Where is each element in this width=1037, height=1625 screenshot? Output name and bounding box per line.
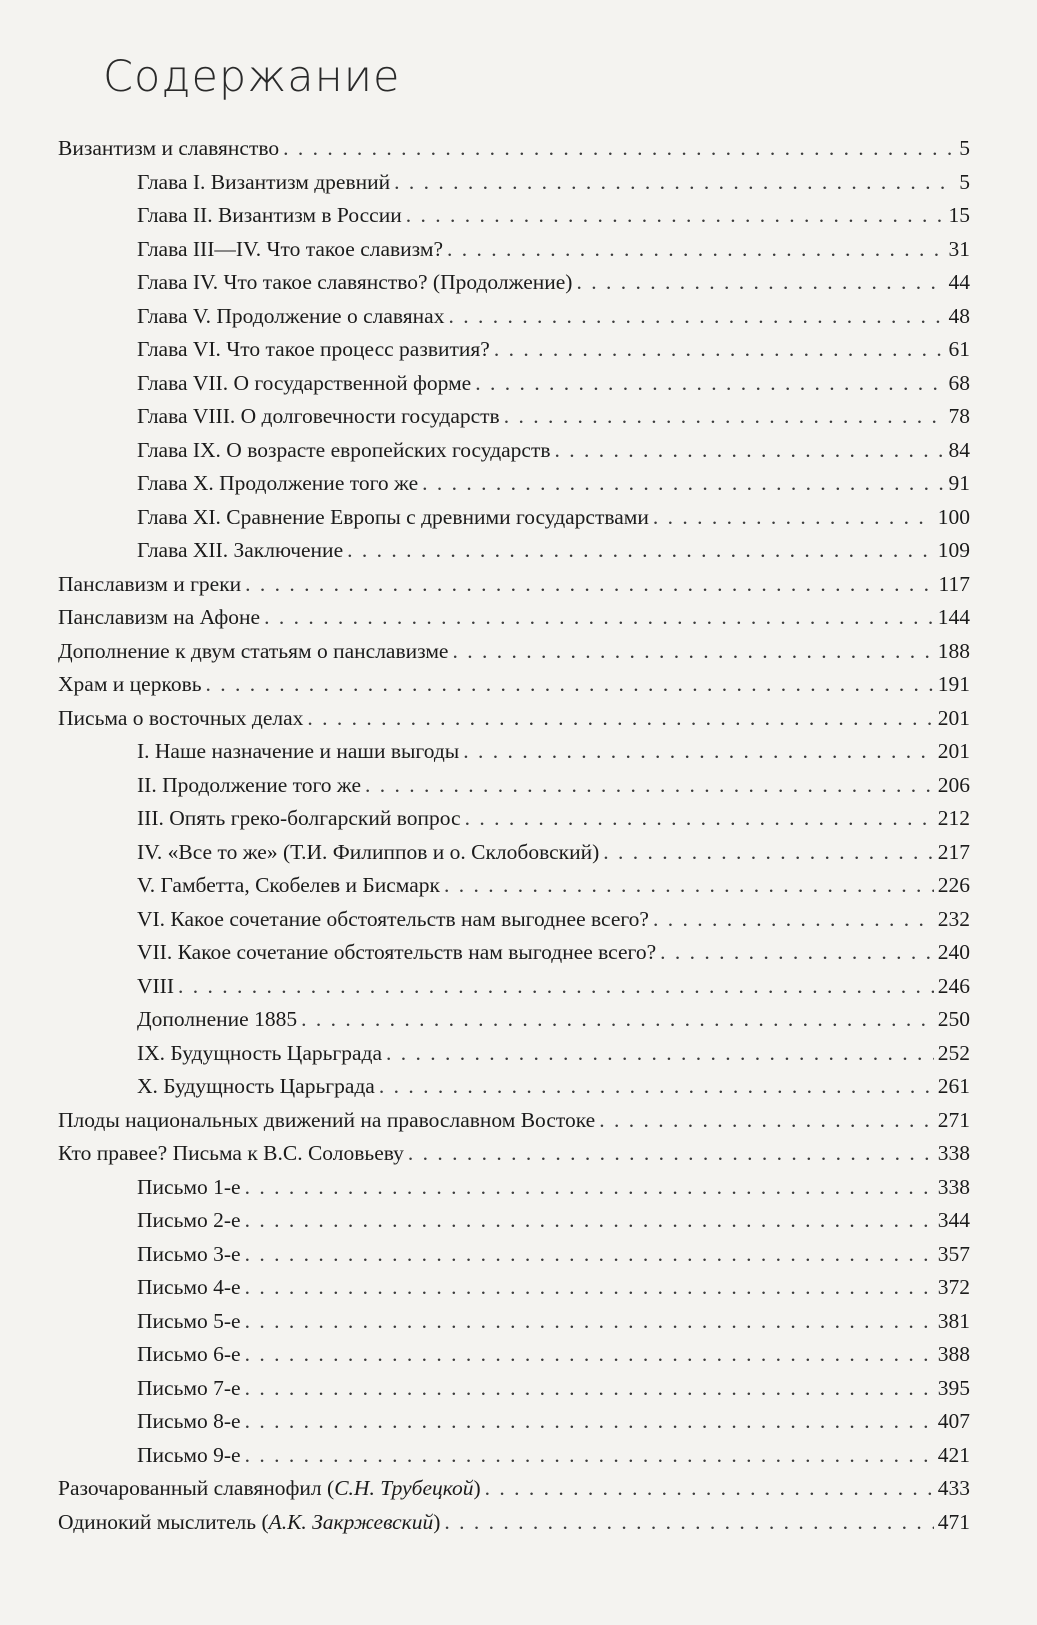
toc-entry-title: Глава III—IV. Что такое славизм?: [137, 236, 444, 261]
toc-entry: [58, 1204, 970, 1238]
toc-entry-title: Панславизм и греки: [58, 571, 242, 596]
toc-entry-title: Дополнение к двум статьям о панславизме: [58, 638, 449, 663]
toc-entry-title: Глава I. Византизм древний: [137, 169, 391, 194]
toc-entry: [58, 1003, 970, 1037]
page-number: 232: [937, 906, 970, 931]
toc-entry-label: [137, 970, 174, 1004]
toc-entry-title: Глава XI. Сравнение Европы с древними государствами: [137, 504, 649, 529]
dot-leader: [494, 333, 945, 367]
page-number: 61: [948, 337, 970, 361]
toc-entry: [58, 1171, 970, 1205]
toc-entry: [58, 434, 970, 468]
toc-entry-label: [137, 769, 361, 803]
toc-entry: [58, 635, 970, 669]
toc-entry-title: Храм и церковь: [58, 672, 202, 696]
toc-entry: [58, 735, 970, 769]
toc-entry: [58, 166, 970, 200]
toc-entry: [58, 1472, 970, 1506]
dot-leader: [504, 400, 945, 434]
dot-leader: [245, 1439, 934, 1473]
toc-entry-title: Письма о восточных делах: [58, 705, 304, 730]
toc-entry-title: Глава IX. О возрасте европейских государств: [137, 437, 551, 462]
page-number: 201: [937, 705, 970, 730]
page-number: 91: [948, 471, 970, 495]
dot-leader: [245, 1271, 934, 1305]
page-number: 31: [948, 236, 970, 261]
toc-entry-title: Византизм и славянство: [58, 136, 280, 160]
page-number: 407: [937, 1409, 970, 1433]
dot-leader: [307, 702, 933, 736]
dot-leader: [444, 869, 934, 903]
toc-entry: [58, 1070, 970, 1104]
toc-entry: [58, 668, 970, 702]
page-number: 68: [948, 370, 970, 395]
toc-entry: [58, 1104, 970, 1138]
toc-entry-title: Письмо 7-е: [137, 1375, 241, 1400]
toc-entry-title: Кто правее? Письма к В.С. Соловьеву: [58, 1141, 404, 1165]
toc-entry-title: IX. Будущность Царьграда: [137, 1040, 383, 1065]
toc-entry-title: Глава IV. Что такое славянство? (Продолжение): [137, 270, 573, 294]
dot-leader: [245, 1305, 934, 1339]
toc-entry-label: [137, 1238, 241, 1272]
toc-entry: [58, 836, 970, 870]
dot-leader: [245, 1171, 934, 1205]
toc-entry-label: [137, 434, 551, 468]
dot-leader: [408, 1137, 934, 1171]
toc-entry-label: [137, 1372, 241, 1406]
toc-entry: [58, 903, 970, 937]
toc-entry-title: Письмо 2-е: [137, 1208, 241, 1232]
dot-leader: [576, 266, 944, 300]
page-number: 191: [937, 672, 970, 696]
page-number: 252: [937, 1040, 970, 1065]
toc-entry-title: X. Будущность Царьграда: [137, 1074, 375, 1098]
toc-entry-label: [137, 166, 390, 200]
toc-entry-title: VIII: [137, 973, 175, 998]
toc-entry-label: [58, 568, 241, 602]
toc-entry: [58, 1137, 970, 1171]
page-number: 206: [937, 772, 970, 797]
toc-entry-title: Глава XII. Заключение: [137, 538, 344, 562]
page-number: 188: [937, 638, 970, 663]
dot-leader: [245, 1238, 934, 1272]
dot-leader: [394, 166, 955, 200]
toc-entry-label: [137, 936, 656, 970]
page-number: 471: [937, 1509, 970, 1534]
dot-leader: [452, 635, 933, 669]
dot-leader: [555, 434, 945, 468]
toc-entry-title: Дополнение 1885: [137, 1007, 298, 1031]
toc-entry-label: [137, 1037, 382, 1071]
toc-entry-title: Панславизм на Афоне: [58, 605, 261, 629]
dot-leader: [447, 233, 944, 267]
toc-entry: [58, 1271, 970, 1305]
dot-leader: [301, 1003, 934, 1037]
toc-entry-title: Разочарованный славянофил (: [58, 1476, 335, 1500]
toc-entry: [58, 300, 970, 334]
toc-entry-label: [137, 1405, 241, 1439]
toc-entry: [58, 1238, 970, 1272]
toc-entry-title: V. Гамбетта, Скобелев и Бисмарк: [137, 873, 441, 897]
toc-entry-label: [58, 132, 279, 166]
page-number: 381: [937, 1308, 970, 1333]
toc-entry: [58, 1405, 970, 1439]
dot-leader: [264, 601, 934, 635]
dot-leader: [245, 1338, 934, 1372]
toc-entry-title-end: ): [433, 1509, 441, 1534]
toc-entry: [58, 333, 970, 367]
toc-entry-label: [58, 702, 303, 736]
toc-entry: [58, 802, 970, 836]
toc-entry: [58, 400, 970, 434]
toc-entry-title: Письмо 4-е: [137, 1275, 241, 1299]
page-number: 226: [937, 873, 970, 897]
page-number: 344: [937, 1208, 970, 1232]
page-number: 109: [937, 538, 970, 562]
toc-entry-label: [58, 668, 202, 702]
toc-entry: [58, 769, 970, 803]
toc-entry-title: Плоды национальных движений на православном Востоке: [58, 1107, 596, 1132]
toc-entry-label: [137, 1070, 375, 1104]
dot-leader: [178, 970, 934, 1004]
dot-leader: [206, 668, 934, 702]
toc-entry-label: [137, 233, 443, 267]
page-number: 240: [937, 940, 970, 964]
page-number: 271: [937, 1107, 970, 1132]
toc-entry: [58, 1506, 970, 1540]
page-number: 15: [948, 203, 970, 227]
toc-entry-label: [137, 869, 440, 903]
page-number: 246: [937, 973, 970, 998]
toc-entry-title: Глава VI. Что такое процесс развития?: [137, 337, 490, 361]
toc-entry-title: Одинокий мыслитель (: [58, 1509, 269, 1534]
toc-entry: [58, 1439, 970, 1473]
toc-entry-label: [137, 1338, 241, 1372]
toc-entry: [58, 1338, 970, 1372]
dot-leader: [386, 1037, 934, 1071]
toc-entry: [58, 970, 970, 1004]
toc-entry-title: VII. Какое сочетание обстоятельств нам выгоднее всего?: [137, 940, 657, 964]
toc-entry-label: [137, 1204, 241, 1238]
toc-entry-title: IV. «Все то же» (Т.И. Филиппов и о. Склобовский): [137, 839, 600, 864]
toc-entry-title: Письмо 8-е: [137, 1409, 241, 1433]
page-number: 250: [937, 1007, 970, 1031]
page-number: 338: [937, 1141, 970, 1165]
toc-entry-label: [137, 1171, 241, 1205]
toc-entry-title: Письмо 3-е: [137, 1241, 241, 1266]
toc-entry-label: [137, 802, 461, 836]
page-number: 78: [948, 404, 970, 428]
dot-leader: [422, 467, 944, 501]
toc-entry-label: [58, 1506, 440, 1540]
dot-leader: [653, 903, 934, 937]
toc-entry-title: Глава VII. О государственной форме: [137, 370, 472, 395]
dot-leader: [245, 1372, 934, 1406]
toc-entry: [58, 467, 970, 501]
toc-entry-title: Письмо 1-е: [137, 1174, 241, 1199]
toc-entry-label: [137, 1271, 241, 1305]
toc-entry-label: [137, 1439, 241, 1473]
toc-entry-title: Глава X. Продолжение того же: [137, 471, 419, 495]
toc-entry-title: Письмо 5-е: [137, 1308, 241, 1333]
dot-leader: [406, 199, 945, 233]
toc-entry: [58, 936, 970, 970]
page-number: 5: [959, 169, 970, 194]
toc-entry: [58, 501, 970, 535]
toc-entry: [58, 132, 970, 166]
toc-entry: [58, 601, 970, 635]
toc-entry-label: [137, 836, 599, 870]
toc-entry-title: Письмо 9-е: [137, 1442, 241, 1467]
toc-entry-author: А.К. Закржевский: [268, 1509, 434, 1534]
toc-entry: [58, 266, 970, 300]
toc-entry-label: [137, 367, 471, 401]
toc-entry-label: [137, 400, 500, 434]
dot-leader: [463, 735, 934, 769]
dot-leader: [245, 1405, 934, 1439]
toc-entry-label: [58, 1472, 481, 1506]
page-number: 100: [937, 504, 970, 529]
page-number: 44: [948, 270, 970, 294]
toc-entry: [58, 702, 970, 736]
page-number: 388: [937, 1342, 970, 1366]
page-number: 144: [937, 605, 970, 629]
page-number: 117: [938, 571, 970, 596]
toc-entry-title-end: ): [473, 1476, 481, 1500]
toc-entry-label: [137, 333, 490, 367]
page-number: 433: [937, 1476, 970, 1500]
toc-entry: [58, 568, 970, 602]
toc-entry-label: [137, 300, 444, 334]
dot-leader: [475, 367, 944, 401]
dot-leader: [444, 1506, 933, 1540]
page-title: Содержание: [103, 52, 401, 102]
toc-entry: [58, 869, 970, 903]
dot-leader: [465, 802, 934, 836]
toc-entry-label: [58, 601, 260, 635]
toc-entry-label: [58, 635, 448, 669]
page-number: 372: [937, 1275, 970, 1299]
toc-entry-label: [58, 1137, 404, 1171]
toc-entry: [58, 199, 970, 233]
toc-entry: [58, 1372, 970, 1406]
page-number: 84: [948, 437, 970, 462]
toc-entry-label: [137, 199, 402, 233]
toc-entry-title: I. Наше назначение и наши выгоды: [137, 739, 460, 763]
dot-leader: [448, 300, 944, 334]
page-number: 212: [937, 806, 970, 830]
page-number: 5: [959, 136, 970, 160]
toc-entry-label: [137, 467, 418, 501]
toc-entry-label: [137, 266, 572, 300]
page-number: 338: [937, 1174, 970, 1199]
toc-entry-title: Глава V. Продолжение о славянах: [137, 303, 445, 328]
page-number: 217: [937, 839, 970, 864]
page-number: 261: [937, 1074, 970, 1098]
dot-leader: [660, 936, 934, 970]
toc-entry-label: [137, 735, 459, 769]
toc-entry-label: [137, 903, 649, 937]
toc-entry-label: [137, 501, 649, 535]
table-of-contents: [58, 132, 970, 1539]
toc-entry-title: VI. Какое сочетание обстоятельств нам выгоднее всего?: [137, 906, 649, 931]
dot-leader: [485, 1472, 934, 1506]
toc-entry-title: Письмо 6-е: [137, 1342, 241, 1366]
page-number: 48: [948, 303, 970, 328]
page-number: 357: [937, 1241, 970, 1266]
toc-entry-title: III. Опять греко-болгарский вопрос: [137, 806, 461, 830]
dot-leader: [283, 132, 955, 166]
toc-entry-title: Глава II. Византизм в России: [137, 203, 402, 227]
toc-entry: [58, 1037, 970, 1071]
dot-leader: [365, 769, 934, 803]
toc-entry-label: [137, 534, 343, 568]
toc-entry: [58, 534, 970, 568]
dot-leader: [599, 1104, 934, 1138]
toc-entry: [58, 233, 970, 267]
toc-entry-label: [137, 1003, 297, 1037]
toc-entry-title: Глава VIII. О долговечности государств: [137, 404, 500, 428]
dot-leader: [347, 534, 934, 568]
dot-leader: [245, 1204, 934, 1238]
toc-entry-label: [137, 1305, 241, 1339]
toc-entry: [58, 1305, 970, 1339]
toc-entry-author: С.Н. Трубецкой: [334, 1476, 474, 1500]
toc-entry: [58, 367, 970, 401]
dot-leader: [603, 836, 933, 870]
page-number: 201: [937, 739, 970, 763]
page-number: 395: [937, 1375, 970, 1400]
toc-entry-title: II. Продолжение того же: [137, 772, 362, 797]
dot-leader: [379, 1070, 934, 1104]
page-number: 421: [937, 1442, 970, 1467]
dot-leader: [653, 501, 934, 535]
dot-leader: [245, 568, 934, 602]
toc-entry-label: [58, 1104, 595, 1138]
